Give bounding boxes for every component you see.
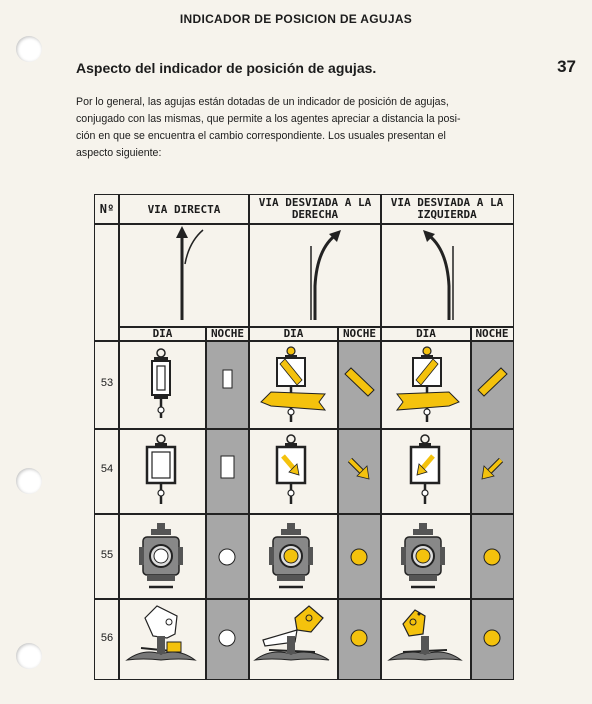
night-light-55-directa: [206, 515, 249, 598]
night-light-56-izquierda: [471, 600, 513, 681]
intro-paragraph: [76, 94, 536, 162]
column-header-via-desviada-izquierda: [381, 197, 513, 221]
lantern-54-derecha-day: [249, 430, 338, 513]
ground-indicator-56-directa-day: [119, 600, 206, 681]
lantern-55-directa-day: [119, 515, 206, 598]
row-number: 56: [100, 632, 114, 644]
row-number: 53: [100, 377, 114, 389]
track-diagram-directa: [119, 224, 249, 326]
night-light-54-derecha: [338, 430, 381, 513]
track-diagram-derecha: [249, 224, 381, 326]
lantern-54-izquierda-day: [381, 430, 471, 513]
lantern-53-derecha-day: [249, 342, 338, 428]
lantern-53-izquierda-day: [381, 342, 471, 428]
night-light-56-derecha: [338, 600, 381, 681]
noche-label: NOCHE: [342, 327, 377, 340]
row-number: 54: [100, 463, 114, 475]
column-header-text: DERECHA: [291, 208, 339, 221]
lantern-55-izquierda-day: [381, 515, 471, 598]
intro-line: ción en que se encuentra el cambio correspondiente. Los usuales presentan el: [76, 130, 446, 142]
night-light-56-directa: [206, 600, 249, 681]
switch-indicator-table: [94, 194, 514, 680]
running-head: INDICADOR DE POSICION DE AGUJAS: [179, 12, 413, 26]
noche-label: NOCHE: [475, 327, 509, 340]
track-diagram-izquierda: [381, 224, 513, 326]
noche-label: NOCHE: [210, 327, 245, 340]
column-header-via-desviada-derecha: [249, 197, 381, 221]
binder-hole-top: [16, 36, 42, 62]
night-light-53-directa: [206, 342, 249, 428]
column-header-text: VIA DESVIADA A LA: [390, 196, 504, 209]
dia-label: DIA: [416, 327, 436, 340]
binder-hole-middle: [16, 468, 42, 494]
number-header: Nº: [99, 202, 115, 216]
ground-indicator-56-derecha-day: [249, 600, 338, 681]
night-light-53-derecha: [338, 342, 381, 428]
lantern-54-directa-day: [119, 430, 206, 513]
dia-label: DIA: [283, 327, 304, 340]
lantern-53-directa-day: [119, 342, 206, 428]
intro-line: conjugado con las mismas, que permite a los agentes apreciar a distancia la posi-: [76, 113, 461, 125]
binder-hole-bottom: [16, 643, 42, 669]
intro-line: aspecto siguiente:: [76, 147, 162, 159]
column-header-text: IZQUIERDA: [417, 208, 477, 221]
column-header-via-directa: [119, 204, 249, 216]
night-light-54-directa: [206, 430, 249, 513]
ground-indicator-56-izquierda-day: [381, 600, 471, 681]
intro-line: Por lo general, las agujas están dotadas de un indicador de posición de agujas,: [76, 96, 449, 108]
night-light-55-izquierda: [471, 515, 513, 598]
section-title: Aspecto del indicador de posición de agujas.: [76, 60, 377, 76]
dia-label: DIA: [152, 327, 173, 340]
night-light-55-derecha: [338, 515, 381, 598]
row-number: 55: [100, 549, 114, 561]
column-header-text: VIA DESVIADA A LA: [258, 196, 372, 209]
night-light-53-izquierda: [471, 342, 513, 428]
page-number: 37: [557, 57, 576, 76]
column-header-text: VIA DIRECTA: [147, 203, 221, 216]
night-light-54-izquierda: [471, 430, 513, 513]
lantern-55-derecha-day: [249, 515, 338, 598]
